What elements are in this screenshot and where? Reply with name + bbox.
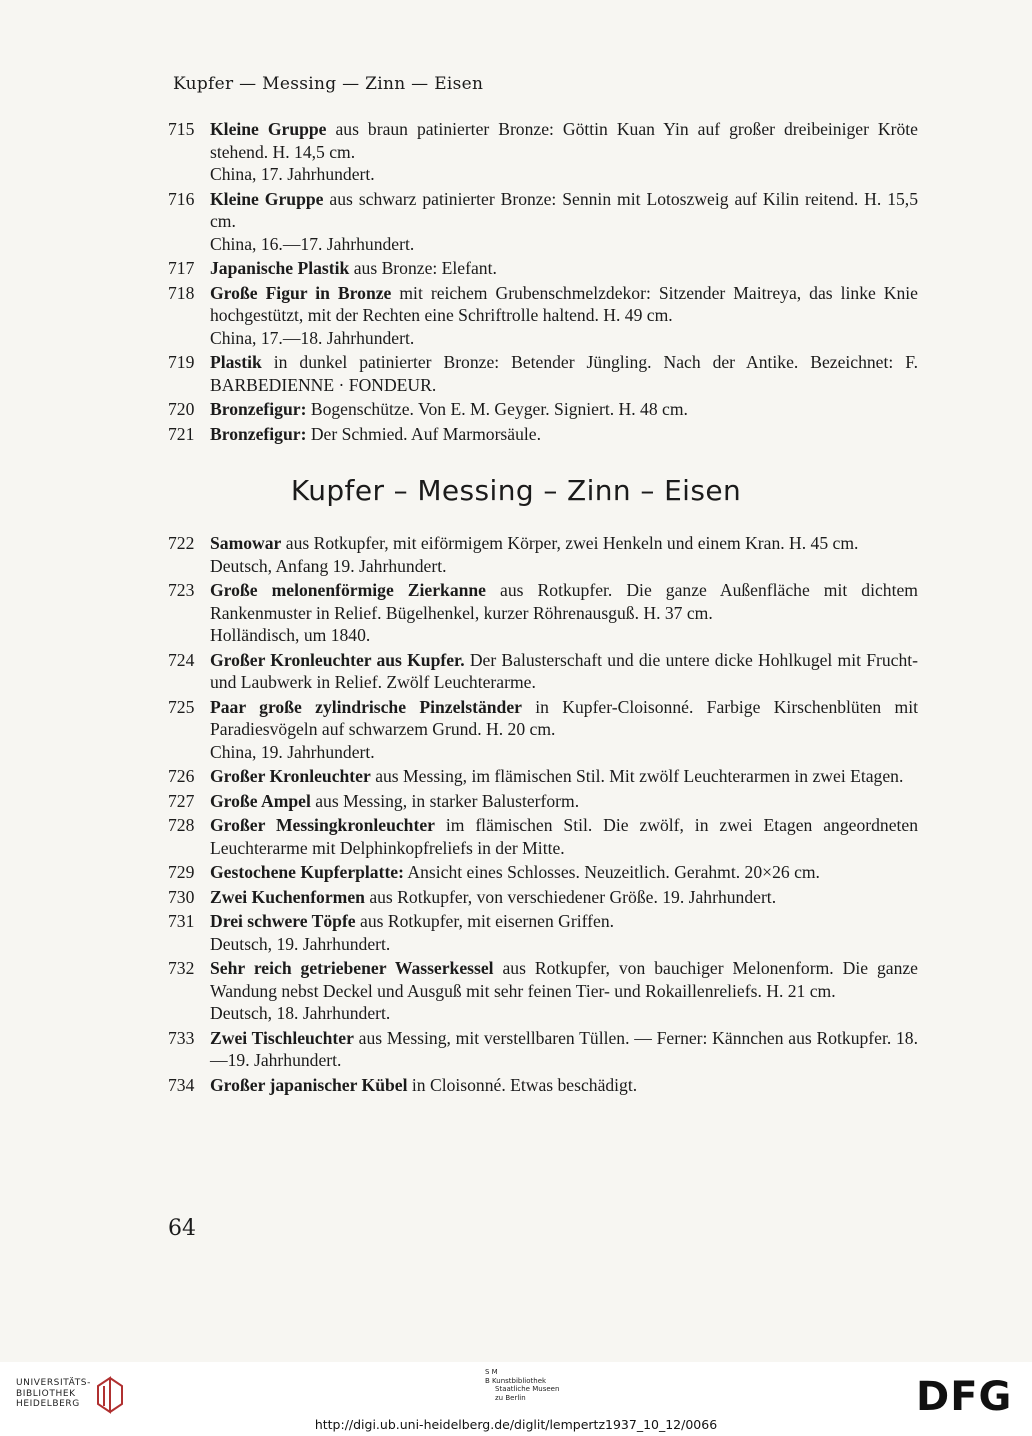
catalog-entry bbox=[168, 696, 918, 764]
lot-description: aus braun patinierter Bronze: Göttin Kuan Yin auf großer dreibeiniger Kröte stehend. H. 14,5 cm. bbox=[210, 119, 918, 162]
lot-number: 727 bbox=[168, 790, 195, 811]
lot-title: Paar große zylindrische Pinzelständer bbox=[210, 696, 522, 717]
catalog-entry bbox=[168, 398, 918, 421]
lot-number: 731 bbox=[168, 911, 195, 931]
kunstbibliothek-logo[interactable] bbox=[485, 1368, 559, 1402]
lot-number: 730 bbox=[168, 886, 195, 907]
lot-description: aus Rotkupfer, von verschiedener Größe. 19. Jahrhundert. bbox=[369, 886, 777, 907]
lot-origin: China, 17. Jahrhundert. bbox=[210, 164, 375, 184]
lot-origin: China, 16.—17. Jahrhundert. bbox=[210, 233, 415, 254]
lot-title: Kleine Gruppe bbox=[210, 119, 327, 139]
kb-logo-line: zu Berlin bbox=[495, 1393, 526, 1402]
lot-number: 726 bbox=[168, 766, 195, 786]
lot-description: in Kupfer-Cloisonné. Farbige Kirschenblüten mit Paradiesvögeln auf schwarzem Grund. H. 20 cm. bbox=[210, 696, 918, 739]
dfg-logo[interactable]: DFG bbox=[916, 1374, 1013, 1420]
uni-logo-line: BIBLIOTHEK bbox=[16, 1388, 76, 1399]
catalog-entry bbox=[168, 188, 918, 256]
lot-title: Großer Messingkronleuchter bbox=[210, 815, 435, 835]
university-library-logo[interactable] bbox=[16, 1378, 91, 1410]
catalog-entry bbox=[168, 886, 918, 909]
lot-number: 720 bbox=[168, 399, 195, 419]
lot-title: Gestochene Kupferplatte: bbox=[210, 862, 404, 882]
lot-title: Plastik bbox=[210, 352, 262, 372]
lot-description: aus Rotkupfer, mit eiförmigem Körper, zwei Henkeln und einem Kran. H. 45 cm. bbox=[285, 533, 859, 553]
lot-title: Zwei Kuchenformen bbox=[210, 886, 365, 907]
catalog-entry bbox=[168, 282, 918, 350]
lot-description: Bogenschütze. Von E. M. Geyger. Signiert. H. 48 cm. bbox=[310, 399, 688, 419]
lot-description: in dunkel patinierter Bronze: Betender Jüngling. Nach der Antike. Bezeichnet: F. BARBEDIENNE · FONDEUR. bbox=[210, 352, 918, 395]
lot-title: Große Ampel bbox=[210, 790, 311, 811]
lot-description: aus Rotkupfer, mit eisernen Griffen. bbox=[360, 911, 615, 931]
lot-description: aus Messing, mit verstellbaren Tüllen. — Ferner: Kännchen aus Rotkupfer. 18.—19. Jahrhundert. bbox=[210, 1027, 918, 1070]
catalog-entry bbox=[168, 1074, 918, 1097]
lot-title: Zwei Tischleuchter bbox=[210, 1027, 354, 1048]
lot-number: 715 bbox=[168, 119, 195, 139]
lot-title: Großer Kronleuchter bbox=[210, 766, 371, 786]
lot-number: 733 bbox=[168, 1027, 195, 1048]
kb-logo-line: B Kunstbibliothek bbox=[485, 1376, 547, 1385]
lot-number: 725 bbox=[168, 696, 195, 717]
lot-title: Drei schwere Töpfe bbox=[210, 911, 356, 931]
library-mark-icon bbox=[94, 1374, 124, 1416]
lot-description: aus Messing, im flämischen Stil. Mit zwölf Leuchterarmen in zwei Etagen. bbox=[375, 766, 904, 786]
lot-title: Große melonenförmige Zierkanne bbox=[210, 580, 486, 600]
entries-top bbox=[168, 118, 918, 447]
lot-number: 724 bbox=[168, 649, 195, 670]
lot-number: 732 bbox=[168, 958, 195, 978]
catalog-entry bbox=[168, 1027, 918, 1072]
lot-description: in Cloisonné. Etwas beschädigt. bbox=[411, 1074, 638, 1095]
lot-number: 722 bbox=[168, 533, 195, 553]
page-number: 64 bbox=[168, 1216, 196, 1241]
lot-origin: Deutsch, Anfang 19. Jahrhundert. bbox=[210, 555, 447, 576]
lot-title: Großer Kronleuchter aus Kupfer. bbox=[210, 649, 465, 670]
lot-title: Japanische Plastik bbox=[210, 258, 350, 278]
lot-origin: Holländisch, um 1840. bbox=[210, 625, 371, 645]
catalog-entry bbox=[168, 118, 918, 186]
catalog-entry bbox=[168, 649, 918, 694]
catalog-entry bbox=[168, 957, 918, 1025]
lot-title: Samowar bbox=[210, 533, 282, 553]
lot-number: 734 bbox=[168, 1074, 195, 1095]
lot-description: Der Schmied. Auf Marmorsäule. bbox=[310, 423, 541, 444]
lot-number: 716 bbox=[168, 188, 195, 209]
catalog-entry bbox=[168, 579, 918, 647]
lot-number: 721 bbox=[168, 423, 195, 444]
lot-title: Bronzefigur: bbox=[210, 423, 307, 444]
lot-description: aus Messing, in starker Balusterform. bbox=[315, 790, 580, 811]
digitization-footer bbox=[0, 1362, 1032, 1436]
running-head: Kupfer — Messing — Zinn — Eisen bbox=[173, 74, 484, 94]
uni-logo-line: UNIVERSITÄTS- bbox=[16, 1378, 91, 1388]
catalog-entry bbox=[168, 532, 918, 577]
lot-title: Große Figur in Bronze bbox=[210, 282, 392, 303]
entries-bottom bbox=[168, 532, 918, 1098]
lot-number: 729 bbox=[168, 862, 195, 882]
lot-title: Großer japanischer Kübel bbox=[210, 1074, 408, 1095]
kb-logo-line: S M bbox=[485, 1368, 498, 1376]
lot-title: Kleine Gruppe bbox=[210, 188, 324, 209]
lot-description: Der Balusterschaft und die untere dicke Hohlkugel mit Frucht- und Laubwerk in Relief. Zwölf Leuchterarme. bbox=[210, 649, 918, 692]
lot-title: Bronzefigur: bbox=[210, 399, 307, 419]
lot-description: Ansicht eines Schlosses. Neuzeitlich. Gerahmt. 20×26 cm. bbox=[407, 862, 820, 882]
lot-origin: Deutsch, 19. Jahrhundert. bbox=[210, 933, 391, 954]
lot-description: mit reichem Grubenschmelzdekor: Sitzender Maitreya, das linke Knie hochgestützt, mit der Rechten eine Schriftrolle haltend. H. 49 cm. bbox=[210, 282, 918, 325]
catalog-entry bbox=[168, 423, 918, 446]
catalog-entry bbox=[168, 861, 918, 884]
lot-description: aus Bronze: Elefant. bbox=[353, 258, 497, 278]
catalog-entry bbox=[168, 765, 918, 788]
kb-logo-line: Staatliche Museen bbox=[495, 1385, 560, 1393]
lot-origin: China, 19. Jahrhundert. bbox=[210, 741, 375, 762]
lot-description: aus Rotkupfer, von bauchiger Melonenform. Die ganze Wandung nebst Deckel und Ausguß mit sehr feinen Tier- und Rokaillenreliefs. H. 21 cm. bbox=[210, 958, 918, 1001]
lot-description: aus Rotkupfer. Die ganze Außenfläche mit dichtem Rankenmuster in Relief. Bügelhenkel, kurzer Röhrenausguß. H. 37 cm. bbox=[210, 580, 918, 623]
section-heading: Kupfer – Messing – Zinn – Eisen bbox=[290, 474, 742, 507]
lot-origin: China, 17.—18. Jahrhundert. bbox=[210, 327, 415, 348]
lot-description: aus schwarz patinierter Bronze: Sennin mit Lotoszweig auf Kilin reitend. H. 15,5 cm. bbox=[210, 188, 919, 231]
permalink-url[interactable]: http://digi.ub.uni-heidelberg.de/diglit/lempertz1937_10_12/0066 bbox=[314, 1417, 718, 1432]
lot-description: im flämischen Stil. Die zwölf, in zwei Etagen angeordneten Leuchterarme mit Delphinkopfreliefs in der Mitte. bbox=[210, 815, 918, 858]
lot-number: 719 bbox=[168, 352, 195, 372]
catalog-entry bbox=[168, 910, 918, 955]
lot-number: 728 bbox=[168, 815, 195, 835]
catalog-entry bbox=[168, 351, 918, 396]
uni-logo-line: HEIDELBERG bbox=[16, 1399, 80, 1409]
lot-number: 718 bbox=[168, 282, 195, 303]
lot-number: 717 bbox=[168, 258, 195, 278]
catalog-entry bbox=[168, 257, 918, 280]
catalog-entry bbox=[168, 814, 918, 859]
lot-title: Sehr reich getriebener Wasserkessel bbox=[210, 958, 494, 978]
lot-number: 723 bbox=[168, 580, 195, 600]
lot-origin: Deutsch, 18. Jahrhundert. bbox=[210, 1003, 391, 1023]
catalog-entry bbox=[168, 790, 918, 813]
